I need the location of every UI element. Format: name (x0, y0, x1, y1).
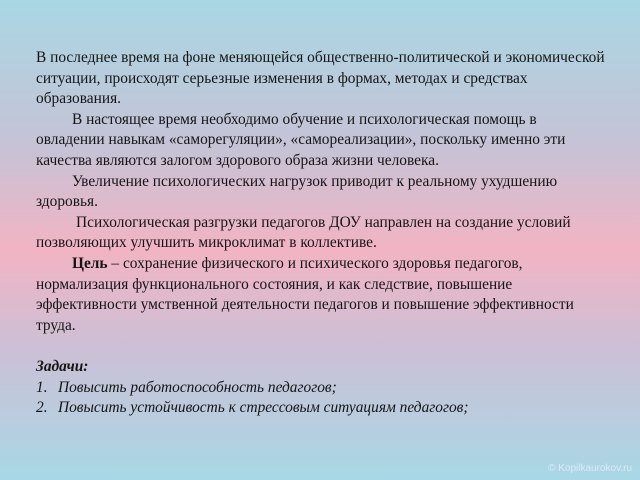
goal-label: Цель (72, 254, 108, 272)
tasks-title: Задачи: (36, 357, 89, 375)
paragraph-training: В настоящее время необходимо обучение и психологическая помощь в овладении навыкам «саморегуляции», «самореализации», поскольку именно эти качества являются залогом здорового образа жизни человека. (36, 110, 566, 169)
slide-text-body (36, 48, 606, 419)
watermark: © Kopilkaurokov.ru (548, 463, 632, 474)
task-text: Повысить устойчивость к стрессовым ситуациям педагогов; (58, 399, 469, 417)
paragraph-relief: Психологическая разгрузки педагогов ДОУ направлен на создание условий позволяющих улучшить микроклимат в коллективе. (36, 213, 571, 252)
tasks-list (36, 378, 606, 419)
task-item (36, 398, 606, 419)
spacer (36, 336, 606, 357)
paragraph-intro: В последнее время на фоне меняющейся общественно-политической и экономической ситуации, происходят серьезные изменения в формах, методах и средствах образования. (36, 49, 605, 108)
task-number: 1. (36, 378, 48, 396)
task-number: 2. (36, 399, 48, 417)
task-text: Повысить работоспособность педагогов; (58, 378, 337, 396)
goal-text: – сохранение физического и психического здоровья педагогов, нормализация функционального состояния, и как следствие, повышение эффективности умственной деятельности педагогов и повышение эффективности труда. (36, 254, 574, 334)
paragraph-goal (36, 254, 606, 336)
task-item (36, 378, 606, 399)
paragraph-load: Увеличение психологических нагрузок приводит к реальному ухудшению здоровья. (36, 172, 558, 211)
